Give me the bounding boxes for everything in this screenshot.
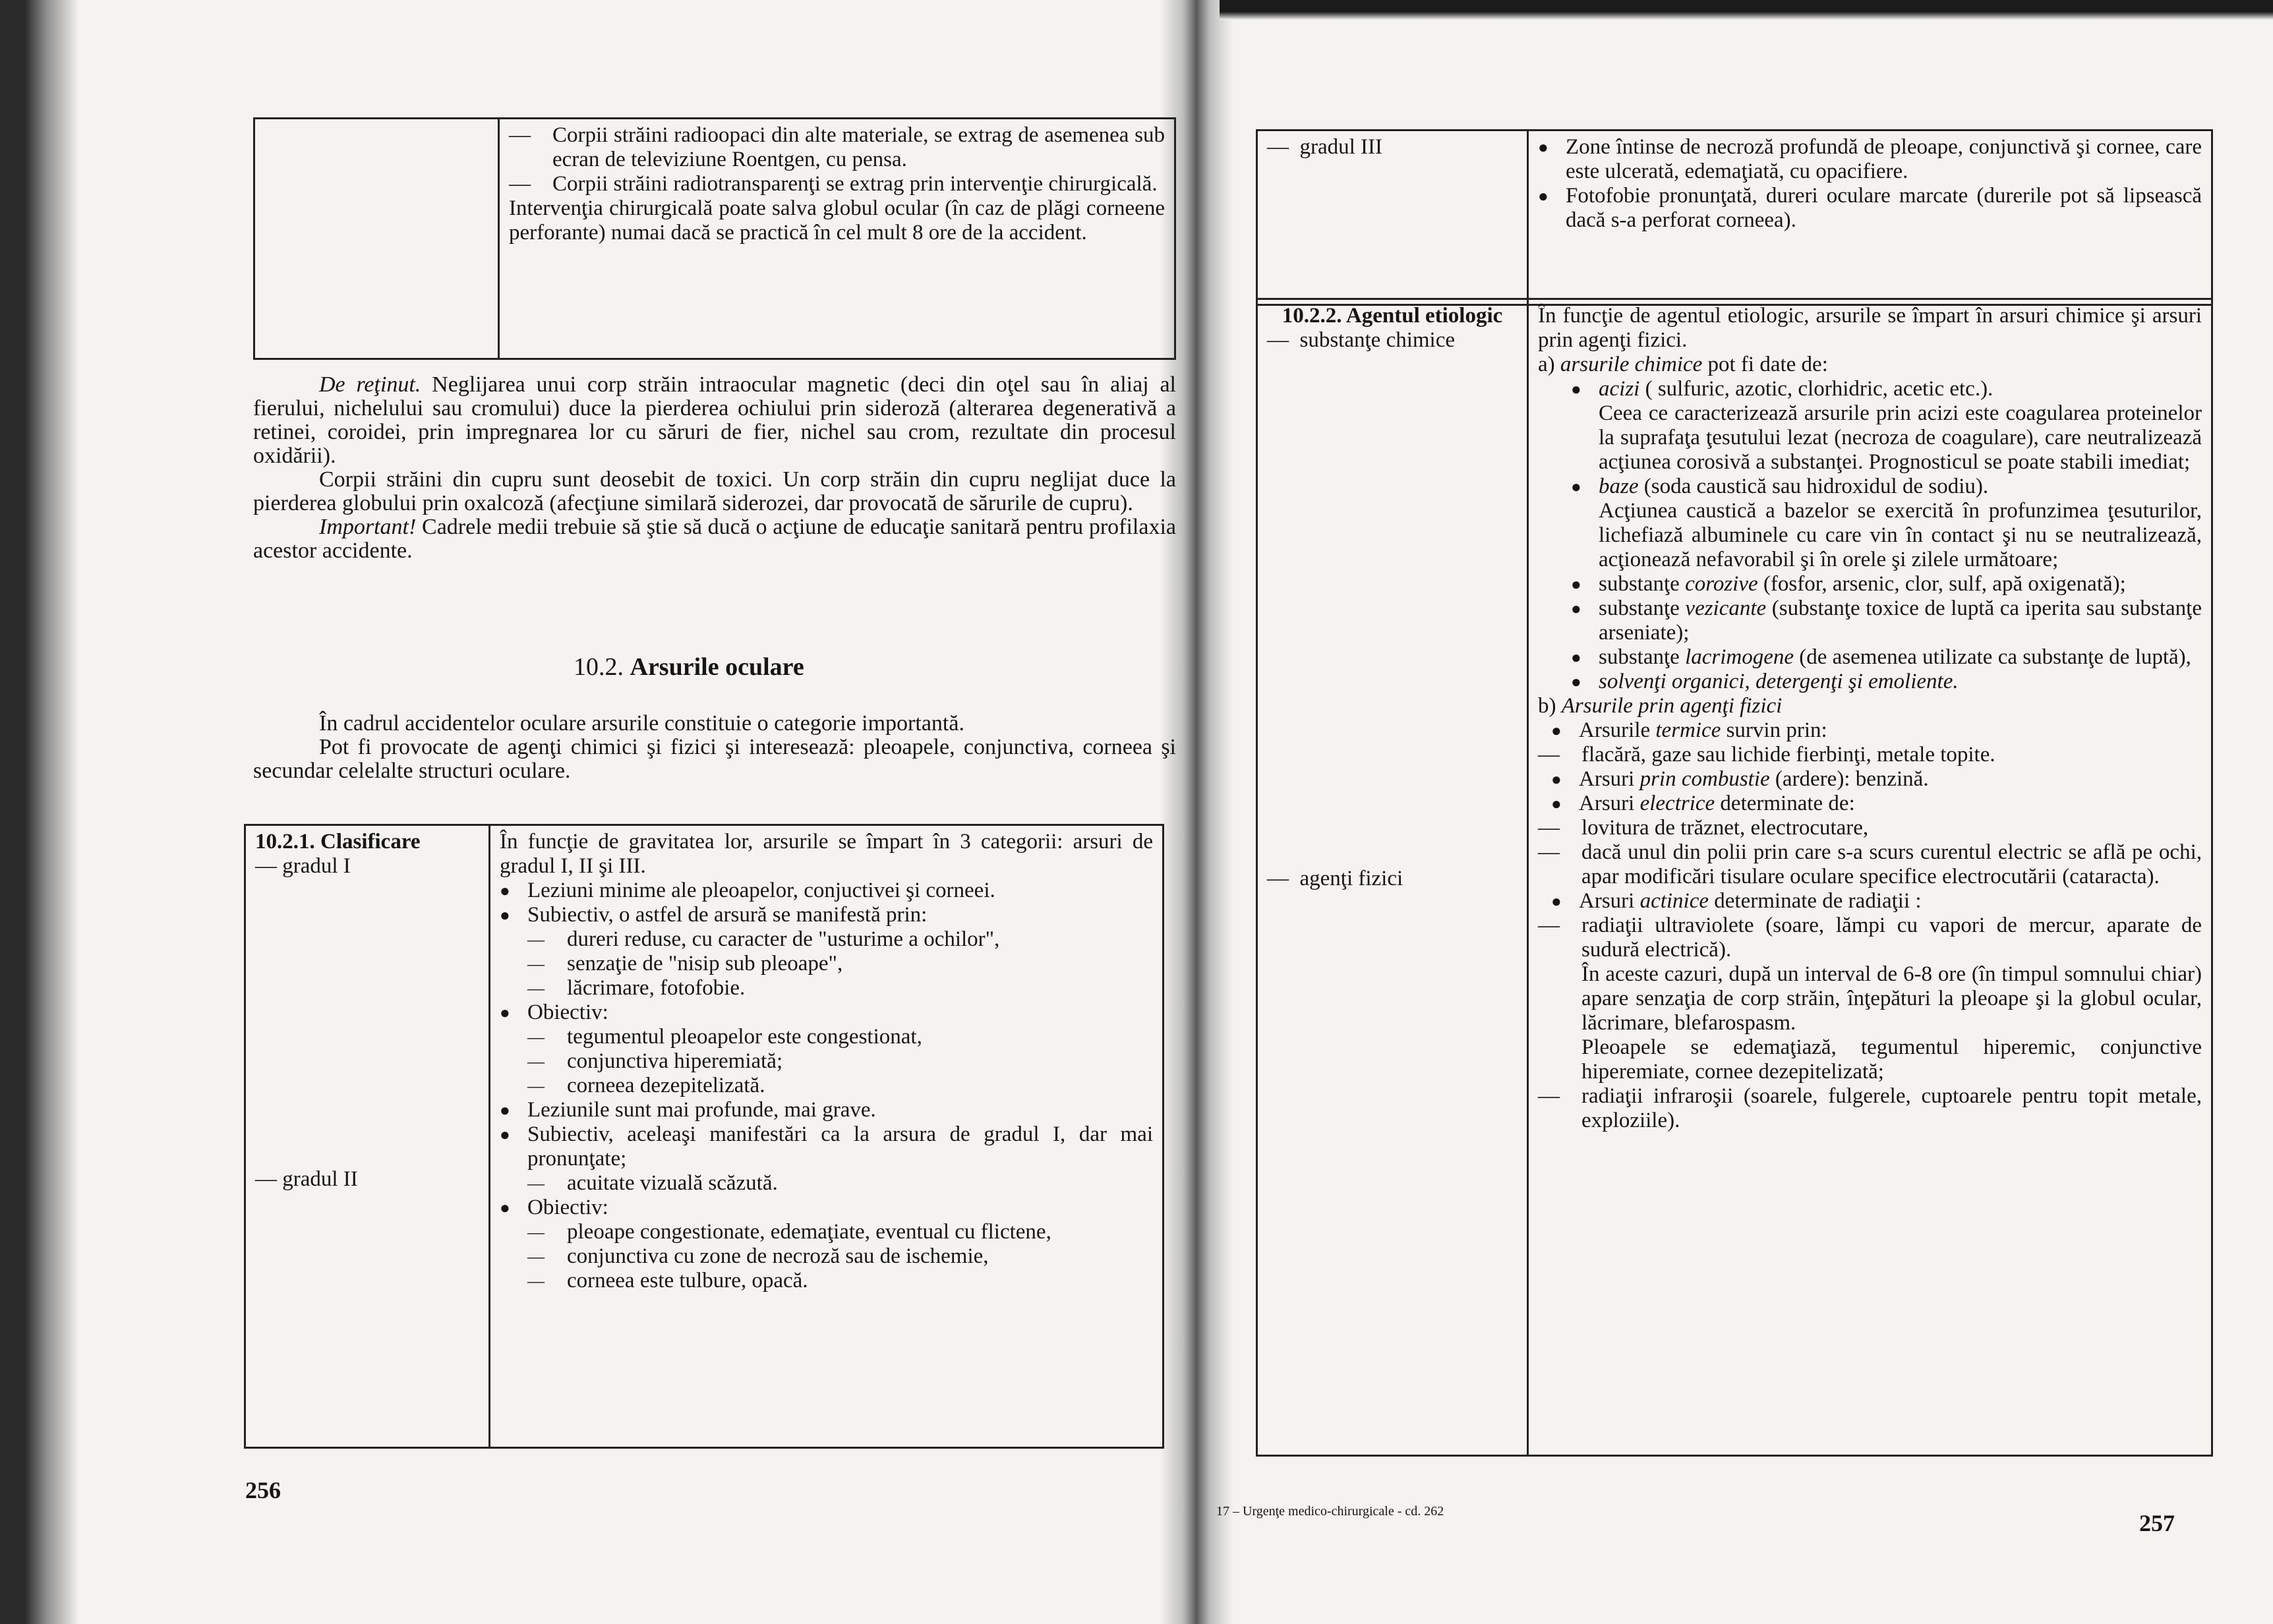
retinut-text: Neglijarea unui corp străin intraocular magnetic (deci din oţel sau în aliaj al fierului, nichelului sau cromului) duce la pierderea ochiului prin sideroză (alterarea degenerativă a retinei, coroidei, prin impregnarea lor cu săruri de fier, nichel sau crom, rezultate din procesul oxidării). <box>253 372 1176 468</box>
important-label: Important! <box>319 515 417 539</box>
uv-item: — radiaţii ultraviolete (soare, lămpi cu vapori de mercur, aparate de sudură electrică). În aceste cazuri, după un interval de 6-8 ore (în timpul somnului chiar) apare senzaţia de corp străin, înţepături la pleoape şi la globul ocular, lăcrimare, blefarospasm. Pleoapele se edemaţiază, tegumentul hiperemic, conjunctive hiperemiate, cornee dezepitelizată; <box>1538 914 2202 1084</box>
section-heading <box>574 652 804 682</box>
classification-table <box>244 824 1164 1449</box>
grade3-label-cell <box>1257 130 1528 305</box>
dash-item: — lăcrimare, fotofobie. <box>527 976 1153 1000</box>
bullet-item: ● Subiectiv, aceleaşi manifestări ca la arsura de gradul I, dar mai pronunţate; — acuitate vizuală scăzută. <box>500 1122 1153 1196</box>
dash-item: — pleoape congestionate, edemaţiate, eventual cu flictene, <box>527 1220 1153 1244</box>
bullet-item: ● Fotofobie pronunţată, dureri oculare marcate (durerile pot să lipsească dacă s-a perforat corneea). <box>1538 184 2202 233</box>
bullet-item: ● Obiectiv: — pleoape congestionate, edemaţiate, eventual cu flictene, — conjunctiva cu zone de necroză sau de ischemie, — corneea este tulbure, opacă. <box>500 1196 1153 1293</box>
phys-heading: b) Arsurile prin agenţi fizici <box>1538 694 1783 718</box>
retinut-label: De reţinut. <box>319 372 421 397</box>
baze-desc: Acţiunea caustică a bazelor se exercită în profunzimea ţesuturilor, lichefiază albuminele cu care vin în contact şi nu se neutralizează, acţionează nefavorabil şi în orele şi zilele următoare; <box>1599 499 2202 571</box>
actinice-item: ● Arsuri actinice determinate de radiaţii : <box>1551 889 2202 914</box>
dash-item: — corneea este tulbure, opacă. <box>527 1269 1153 1293</box>
dash-item: — Corpii străini radiotransparenţi se extrag prin intervenţie chirurgicală. <box>509 172 1165 196</box>
book-footer: 17 – Urgenţe medico-chirurgicale - cd. 262 <box>1216 1504 1444 1519</box>
page-number: 256 <box>245 1477 281 1503</box>
classification-intro: În funcţie de gravitatea lor, arsurile se împart în 3 categorii: arsuri de gradul I, II şi III. <box>500 830 1153 878</box>
etiology-labels <box>1257 299 1528 1456</box>
grade1-label: — gradul I <box>255 854 351 878</box>
baze-item: ● baze (soda caustică sau hidroxidul de sodiu). Acţiunea caustică a bazelor se exercită în profunzimea ţesuturilor, lichefiază albuminele cu care vin în contact şi nu se neutralizează, acţionează nefavorabil şi în orele şi zilele următoare; <box>1571 475 2202 572</box>
dash-item: — dacă unul din polii prin care s-a scurs curentul electric se află pe ochi, apar modificări tisulare oculare specifice electrocutării (cataracta). <box>1538 840 2202 889</box>
bullet-item: ● Subiectiv, o astfel de arsură se manifestă prin: — dureri reduse, cu caracter de "usturime a ochilor", — senzaţie de "nisip sub pleoape", — lăcrimare, fotofobie. <box>500 903 1153 1000</box>
dash-item: — corneea dezepitelizată. <box>527 1074 1153 1098</box>
acizi-item: ● acizi ( sulfuric, azotic, clorhidric, acetic etc.). Ceea ce caracterizează arsurile prin acizi este coagularea proteinelor la suprafaţa ţesutului lezat (necroza de coagulare), care neutralizează acţiunea corosivă a substanţei. Prognosticul se poate stabili imediat; <box>1571 377 2202 475</box>
classification-labels <box>245 825 490 1448</box>
intro-paragraph <box>253 712 1176 783</box>
classification-heading: 10.2.1. Clasificare <box>255 830 421 854</box>
intro-line-2: Pot fi provocate de agenţi chimici şi fizici şi interesează: pleoapele, conjunctiva, corneea şi secundar celelalte structuri oculare. <box>253 735 1176 783</box>
section-number: 10.2. <box>574 653 624 681</box>
ir-item: — radiaţii infraroşii (soarele, fulgerele, cuptoarele pentru topit metale, exploziile). <box>1538 1084 2202 1133</box>
dash-item: — dureri reduse, cu caracter de "usturime a ochilor", <box>527 927 1153 952</box>
bullet-item: ● Leziuni minime ale pleoapelor, conjuctivei şi corneei. <box>500 879 1153 903</box>
retinut-paragraph <box>253 373 1176 563</box>
dash-item: — tegumentul pleoapelor este congestionat, <box>527 1025 1153 1049</box>
phys-label: — agenţi fizici <box>1267 867 1403 890</box>
page-number: 257 <box>2139 1510 2175 1536</box>
lacrimogene-item: ● substanţe lacrimogene (de asemenea utilizate ca substanţe de luptă), <box>1571 645 2202 670</box>
dash-item: — flacără, gaze sau lichide fierbinţi, metale topite. <box>1538 743 2202 767</box>
foreign-body-table <box>253 117 1176 360</box>
dash-item: — conjunctiva hiperemiată; <box>527 1049 1153 1074</box>
dash-item: — senzaţie de "nisip sub pleoape", <box>527 952 1153 976</box>
dash-item: — acuitate vizuală scăzută. <box>527 1171 1153 1196</box>
dash-item: — lovitura de trăznet, electrocutare, <box>1538 816 2202 840</box>
termice-item: ● Arsurile termice survin prin: <box>1551 718 2202 743</box>
important-text: Cadrele medii trebuie să ştie să ducă o acţiune de educaţie sanitară pentru profilaxia acestor accidente. <box>253 515 1176 563</box>
dash-item: — Corpii străini radioopaci din alte materiale, se extrag de asemenea sub ecran de televiziune Roentgen, cu pensa. <box>509 123 1165 172</box>
acizi-desc: Ceea ce caracterizează arsurile prin acizi este coagularea proteinelor la suprafaţa ţesutului lezat (necroza de coagulare), care neutralizează acţiunea corosivă a substanţei. Prognosticul se poate stabili imediat; <box>1599 401 2202 474</box>
solventi-item: ● solvenţi organici, detergenţi şi emoliente. <box>1571 670 2202 694</box>
bullet-item: ● Leziunile sunt mai profunde, mai grave. <box>500 1098 1153 1122</box>
left-page <box>237 0 1176 1624</box>
cupru-text: Corpii străini din cupru sunt deosebit de toxici. Un corp străin din cupru neglijat duce la pierderea globului prin oxalcoză (afecţiune similară siderozei, dar provocată de sărurile de cupru). <box>253 467 1176 515</box>
grade3-content <box>1528 130 2212 305</box>
surgery-note: Intervenţia chirurgicală poate salva globul ocular (în caz de plăgi corneene perforante) numai dacă se practică în cel mult 8 ore de la accident. <box>509 196 1165 245</box>
vezicante-item: ● substanţe vezicante (substanţe toxice de luptă ca iperita sau substanţe arseniate); <box>1571 596 2202 645</box>
grade3-table <box>1256 129 2213 306</box>
uv-continuation-1: În aceste cazuri, după un interval de 6-8 ore (în timpul somnului chiar) apare senzaţia de corp străin, înţepături la pleoape şi la globul ocular, lăcrimare, blefarospasm. <box>1581 962 2202 1035</box>
combustie-item: ● Arsuri prin combustie (ardere): benzină. <box>1551 767 2202 792</box>
grade3-label: — gradul III <box>1267 135 1383 159</box>
foreign-body-content <box>499 119 1175 359</box>
chem-label: — substanţe chimice <box>1267 328 1456 352</box>
grade2-label: — gradul II <box>255 1167 358 1191</box>
etiology-heading: 10.2.2. Agentul etiologic <box>1282 304 1503 328</box>
etiology-table <box>1256 298 2213 1457</box>
etiology-content <box>1528 299 2212 1456</box>
etiology-intro: În funcţie de agentul etiologic, arsurile se împart în arsuri chimice şi arsuri prin agenţi fizici. <box>1538 304 2202 352</box>
uv-continuation-2: Pleoapele se edemaţiază, tegumentul hiperemic, conjunctive hiperemiate, cornee dezepitelizată; <box>1581 1035 2202 1084</box>
right-page <box>1216 0 2218 1624</box>
section-title: Arsurile oculare <box>630 653 804 681</box>
classification-content <box>490 825 1164 1448</box>
bullet-item: ● Obiectiv: — tegumentul pleoapelor este congestionat, — conjunctiva hiperemiată; — corneea dezepitelizată. <box>500 1000 1153 1098</box>
chem-heading: a) arsurile chimice pot fi date de: <box>1538 353 1828 376</box>
corozive-item: ● substanţe corozive (fosfor, arsenic, clor, sulf, apă oxigenată); <box>1571 572 2202 596</box>
bullet-item: ● Zone întinse de necroză profundă de pleoape, conjunctivă şi cornee, care este ulcerată, edemaţiată, cu opacifiere. <box>1538 135 2202 184</box>
electrice-item: ● Arsuri electrice determinate de: <box>1551 792 2202 816</box>
intro-line-1: În cadrul accidentelor oculare arsurile constituie o categorie importantă. <box>319 711 964 736</box>
empty-cell <box>254 119 499 359</box>
dash-item: — conjunctiva cu zone de necroză sau de ischemie, <box>527 1244 1153 1269</box>
book-edge-shadow <box>0 0 79 1624</box>
